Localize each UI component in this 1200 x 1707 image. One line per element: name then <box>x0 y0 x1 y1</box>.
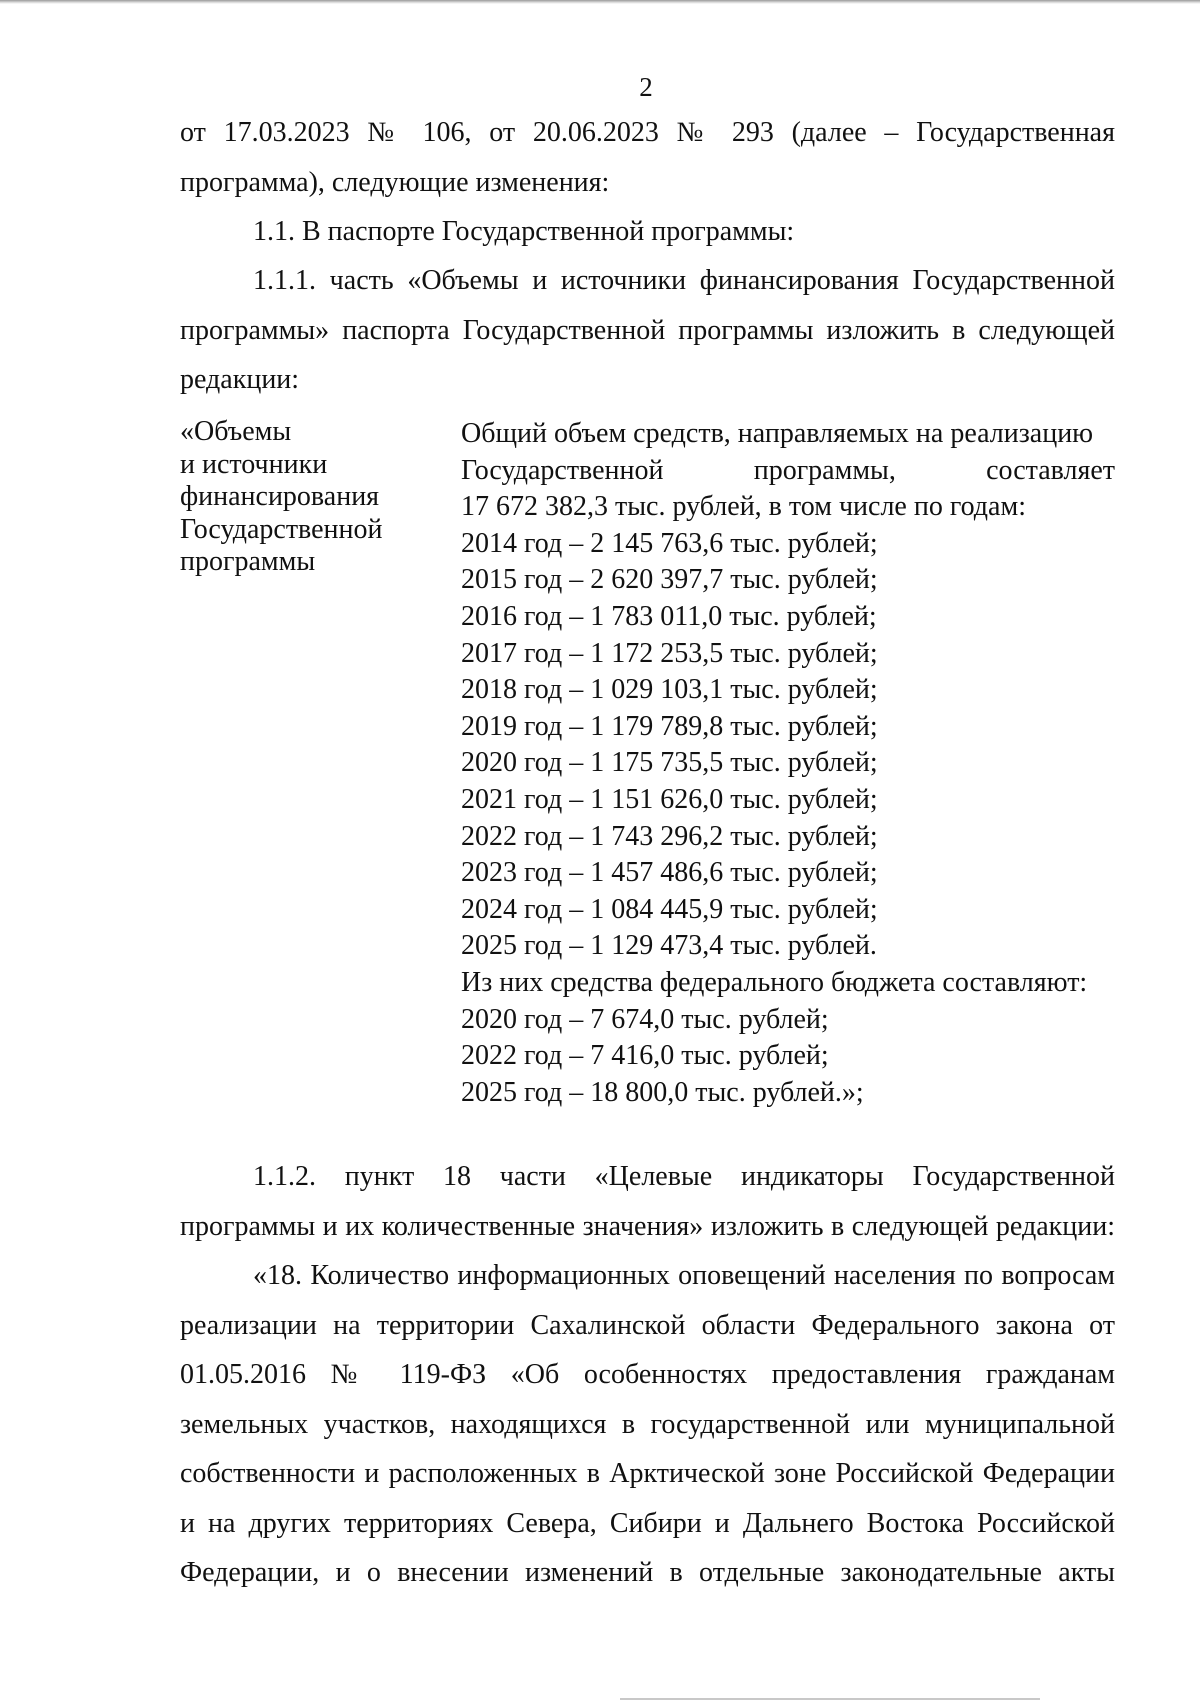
passport-content-line: Государственной программы, составляет <box>461 454 1115 486</box>
passport-label-line: Государственной <box>180 513 383 545</box>
item-1-1-1-line-2: программы» паспорта Государственной программы изложить в следующей <box>180 314 1115 346</box>
scan-top-edge <box>0 0 1200 4</box>
item-1-1-1-line-1: 1.1.1. часть «Объемы и источники финансирования Государственной <box>253 265 1115 296</box>
passport-content-line: Из них средства федерального бюджета составляют: <box>461 966 1088 998</box>
item-18-line: и на других территориях Севера, Сибири и Дальнего Востока Российской <box>180 1507 1115 1539</box>
passport-label-line: «Объемы <box>180 416 292 447</box>
passport-content-line: 2018 год – 1 029 103,1 тыс. рублей; <box>461 674 878 706</box>
passport-content-line: 2022 год – 1 743 296,2 тыс. рублей; <box>461 820 878 852</box>
scan-bottom-edge <box>620 1698 1040 1700</box>
passport-content-line: 2025 год – 1 129 473,4 тыс. рублей. <box>461 930 877 962</box>
item-1-1-2-line-1: 1.1.2. пункт 18 части «Целевые индикаторы Государственной <box>253 1161 1115 1192</box>
item-18-line: земельных участков, находящихся в государственной или муниципальной <box>180 1408 1115 1440</box>
passport-content-line: 2020 год – 7 674,0 тыс. рублей; <box>461 1003 829 1035</box>
passport-content-line: 2020 год – 1 175 735,5 тыс. рублей; <box>461 747 878 779</box>
item-18-line: 01.05.2016 № 119-ФЗ «Об особенностях предоставления гражданам <box>180 1359 1115 1390</box>
passport-label-line: и источники <box>180 448 328 480</box>
passport-content-line: 2021 год – 1 151 626,0 тыс. рублей; <box>461 783 878 815</box>
item-1-1-1-line-3: редакции: <box>180 364 300 395</box>
item-18-line: «18. Количество информационных оповещений населения по вопросам <box>253 1260 1115 1291</box>
passport-label-line: финансирования <box>180 481 380 512</box>
intro-line-1: от 17.03.2023 № 106, от 20.06.2023 № 293 (далее – Государственная <box>180 117 1115 148</box>
item-18-line: собственности и расположенных в Арктической зоне Российской Федерации <box>180 1458 1115 1489</box>
passport-content-line: Общий объем средств, направляемых на реализацию <box>461 418 1094 449</box>
passport-content-line: 2022 год – 7 416,0 тыс. рублей; <box>461 1040 829 1072</box>
passport-content-line: 2025 год – 18 800,0 тыс. рублей.»; <box>461 1076 864 1108</box>
passport-content-line: 2016 год – 1 783 011,0 тыс. рублей; <box>461 600 877 632</box>
item-1-1-paragraph <box>180 207 1115 257</box>
passport-content-line: 2024 год – 1 084 445,9 тыс. рублей; <box>461 893 878 925</box>
passport-content-line: 2023 год – 1 457 486,6 тыс. рублей; <box>461 857 878 889</box>
passport-label-line: программы <box>180 546 316 577</box>
item-1-1-2-paragraph <box>180 1152 1115 1251</box>
item-18-paragraph <box>180 1251 1115 1598</box>
passport-content-line: 2015 год – 2 620 397,7 тыс. рублей; <box>461 564 878 596</box>
item-18-line: реализации на территории Сахалинской области Федерального закона от <box>180 1309 1115 1341</box>
item-1-1-text: 1.1. В паспорте Государственной программы: <box>253 216 795 247</box>
passport-label <box>180 416 430 579</box>
passport-content-line: 17 672 382,3 тыс. рублей, в том числе по годам: <box>461 491 1026 523</box>
passport-content <box>461 416 1115 1111</box>
passport-content-line: 2019 год – 1 179 789,8 тыс. рублей; <box>461 710 878 742</box>
item-1-1-2-line-2: программы и их количественные значения» изложить в следующей редакции: <box>180 1210 1115 1242</box>
intro-paragraph <box>180 108 1115 207</box>
intro-line-2: программа), следующие изменения: <box>180 166 610 198</box>
item-18-line: Федерации, и о внесении изменений в отдельные законодательные акты <box>180 1557 1115 1588</box>
passport-content-line: 2017 год – 1 172 253,5 тыс. рублей; <box>461 637 878 669</box>
passport-content-line: 2014 год – 2 145 763,6 тыс. рублей; <box>461 527 878 559</box>
page-number: 2 <box>639 72 653 102</box>
item-1-1-1-paragraph <box>180 256 1115 405</box>
